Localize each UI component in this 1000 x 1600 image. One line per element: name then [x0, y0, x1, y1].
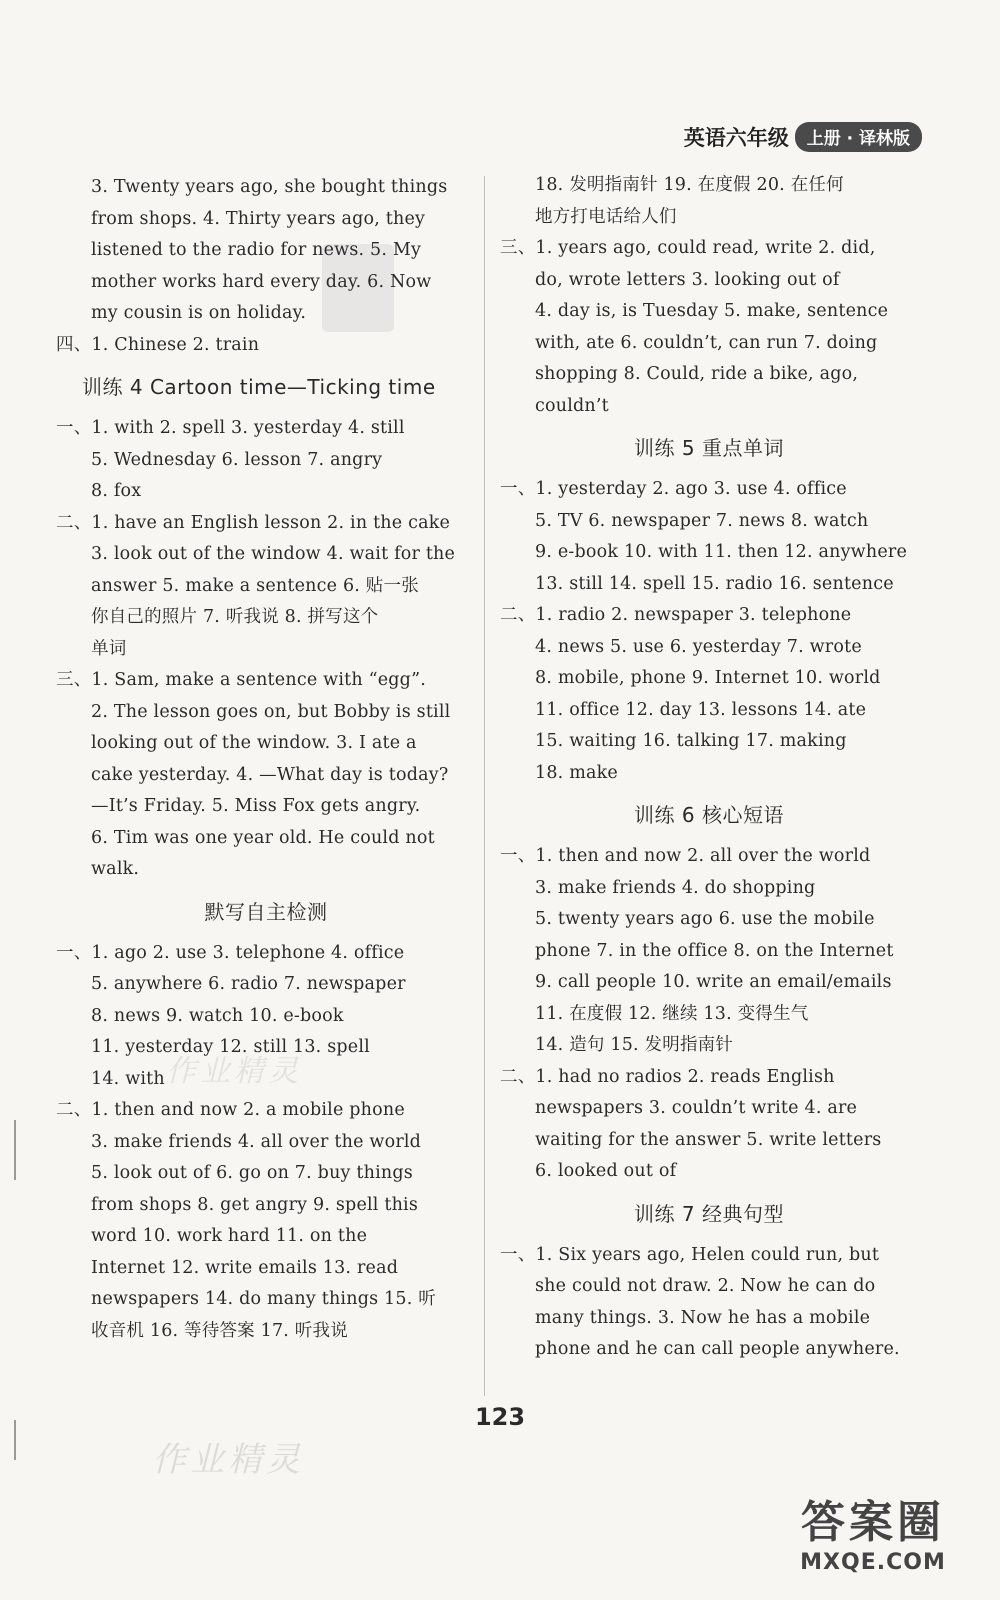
text-line: 5. twenty years ago 6. use the mobile [535, 909, 875, 929]
text-line: 三、1. years ago, could read, write 2. did, [500, 238, 876, 258]
text-line: my cousin is on holiday. [91, 303, 307, 323]
page-header [684, 122, 922, 152]
text-line: 4. news 5. use 6. yesterday 7. wrote [535, 636, 862, 657]
text-line: 二、1. have an English lesson 2. in the cake [56, 512, 451, 533]
text-line: 3. Twenty years ago, she bought things [91, 177, 448, 197]
text-line: 8. mobile, phone 9. Internet 10. world [535, 668, 881, 688]
text-line: do, wrote letters 3. looking out of [535, 269, 840, 290]
text-line: 18. make [535, 762, 618, 783]
text-line: waiting for the answer 5. write letters [535, 1129, 882, 1150]
text-line: 11. office 12. day 13. lessons 14. ate [535, 699, 867, 720]
text-line: from shops. 4. Thirty years ago, they [91, 208, 426, 229]
text-line: 3. make friends 4. all over the world [91, 1131, 422, 1152]
text-line: 一、1. then and now 2. all over the world [500, 846, 871, 866]
text-line: 二、1. had no radios 2. reads English [500, 1066, 835, 1087]
logo-domain: MXQE.COM [800, 1550, 946, 1575]
text-line: 9. call people 10. write an email/emails [535, 972, 892, 992]
text-line: 一、1. with 2. spell 3. yesterday 4. still [56, 418, 405, 438]
text-line: 5. anywhere 6. radio 7. newspaper [91, 974, 406, 994]
margin-mark [14, 1120, 16, 1180]
text-line: 一、1. yesterday 2. ago 3. use 4. office [500, 479, 847, 499]
text-line: 11. yesterday 12. still 13. spell [91, 1037, 370, 1057]
text-line: 四、1. Chinese 2. train [56, 334, 260, 355]
text-line: 13. still 14. spell 15. radio 16. sentence [535, 573, 894, 594]
section-title-training5: 训练 5 重点单词 [634, 436, 784, 460]
text-line: newspapers 3. couldn’t write 4. are [535, 1098, 858, 1118]
text-line: cake yesterday. 4. —What day is today? [91, 764, 449, 785]
text-line: 2. The lesson goes on, but Bobby is still [91, 701, 451, 722]
text-line: —It’s Friday. 5. Miss Fox gets angry. [91, 796, 421, 816]
text-line: mother works hard every day. 6. Now [91, 271, 432, 292]
text-line: 5. TV 6. newspaper 7. news 8. watch [535, 510, 869, 531]
book-title: 英语六年级 [683, 126, 789, 150]
text-line: she could not draw. 2. Now he can do [535, 1276, 876, 1296]
text-line: 三、1. Sam, make a sentence with “egg”. [56, 670, 426, 690]
text-line: 一、1. Six years ago, Helen could run, but [500, 1244, 880, 1265]
text-line: 15. waiting 16. talking 17. making [535, 731, 847, 751]
right-column [500, 170, 918, 1366]
text-line: 地方打电话给人们 [535, 206, 677, 227]
text-line: 4. day is, is Tuesday 5. make, sentence [535, 301, 889, 321]
edition-badge: 上册 · 译林版 [795, 122, 922, 152]
text-line: from shops 8. get angry 9. spell this [91, 1194, 419, 1215]
text-line: phone 7. in the office 8. on the Internet [535, 940, 894, 961]
section-title-training6: 训练 6 核心短语 [634, 803, 784, 827]
text-line: 14. with [91, 1068, 165, 1089]
section-title-training7: 训练 7 经典句型 [634, 1201, 784, 1226]
text-line: phone and he can call people anywhere. [535, 1339, 900, 1359]
text-line: shopping 8. Could, ride a bike, ago, [535, 364, 859, 384]
text-line: 一、1. ago 2. use 3. telephone 4. office [56, 942, 405, 963]
section-title-training4: 训练 4 Cartoon time—Ticking time [82, 375, 436, 399]
text-line: 11. 在度假 12. 继续 13. 变得生气 [535, 1003, 809, 1024]
page-number: 123 [474, 1403, 526, 1431]
text-line: 5. Wednesday 6. lesson 7. angry [91, 449, 383, 470]
text-line: many things. 3. Now he has a mobile [535, 1307, 871, 1328]
text-line: 8. news 9. watch 10. e-book [91, 1005, 344, 1026]
left-column [56, 172, 476, 1347]
text-line: 二、1. radio 2. newspaper 3. telephone [500, 605, 852, 625]
text-line: newspapers 14. do many things 15. 听 [91, 1289, 436, 1309]
text-line: listened to the radio for news. 5. My [91, 240, 422, 260]
text-line: 二、1. then and now 2. a mobile phone [56, 1100, 405, 1120]
section-title-dictation: 默写自主检测 [204, 899, 328, 924]
watermark: 作业精灵 [152, 1440, 304, 1480]
text-line: looking out of the window. 3. I ate a [91, 733, 417, 753]
logo-text: 答案圈 [801, 1497, 945, 1548]
text-line: 3. look out of the window 4. wait for the [91, 544, 456, 564]
text-line: 18. 发明指南针 19. 在度假 20. 在任何 [535, 175, 844, 195]
text-line: 9. e-book 10. with 11. then 12. anywhere [535, 542, 908, 562]
text-line: 8. fox [91, 481, 142, 501]
text-line: answer 5. make a sentence 6. 贴一张 [91, 575, 419, 596]
text-line: Internet 12. write emails 13. read [91, 1257, 399, 1278]
text-line: 单词 [91, 638, 127, 659]
text-line: 6. looked out of [535, 1161, 677, 1181]
text-line: with, ate 6. couldn’t, can run 7. doing [535, 332, 878, 353]
text-line: walk. [91, 859, 140, 879]
text-line: 你自己的照片 7. 听我说 8. 拼写这个 [91, 607, 379, 627]
text-line: 5. look out of 6. go on 7. buy things [91, 1163, 413, 1183]
watermark: 作业精灵 [166, 1054, 302, 1089]
column-divider [484, 176, 485, 1396]
text-line: couldn’t [535, 395, 609, 416]
text-line: 3. make friends 4. do shopping [535, 877, 816, 898]
text-line: 6. Tim was one year old. He could not [91, 827, 435, 848]
site-logo [758, 1486, 988, 1586]
text-line: 14. 造句 15. 发明指南针 [535, 1035, 734, 1055]
text-line: 收音机 16. 等待答案 17. 听我说 [91, 1320, 348, 1341]
text-line: word 10. work hard 11. on the [91, 1226, 368, 1246]
